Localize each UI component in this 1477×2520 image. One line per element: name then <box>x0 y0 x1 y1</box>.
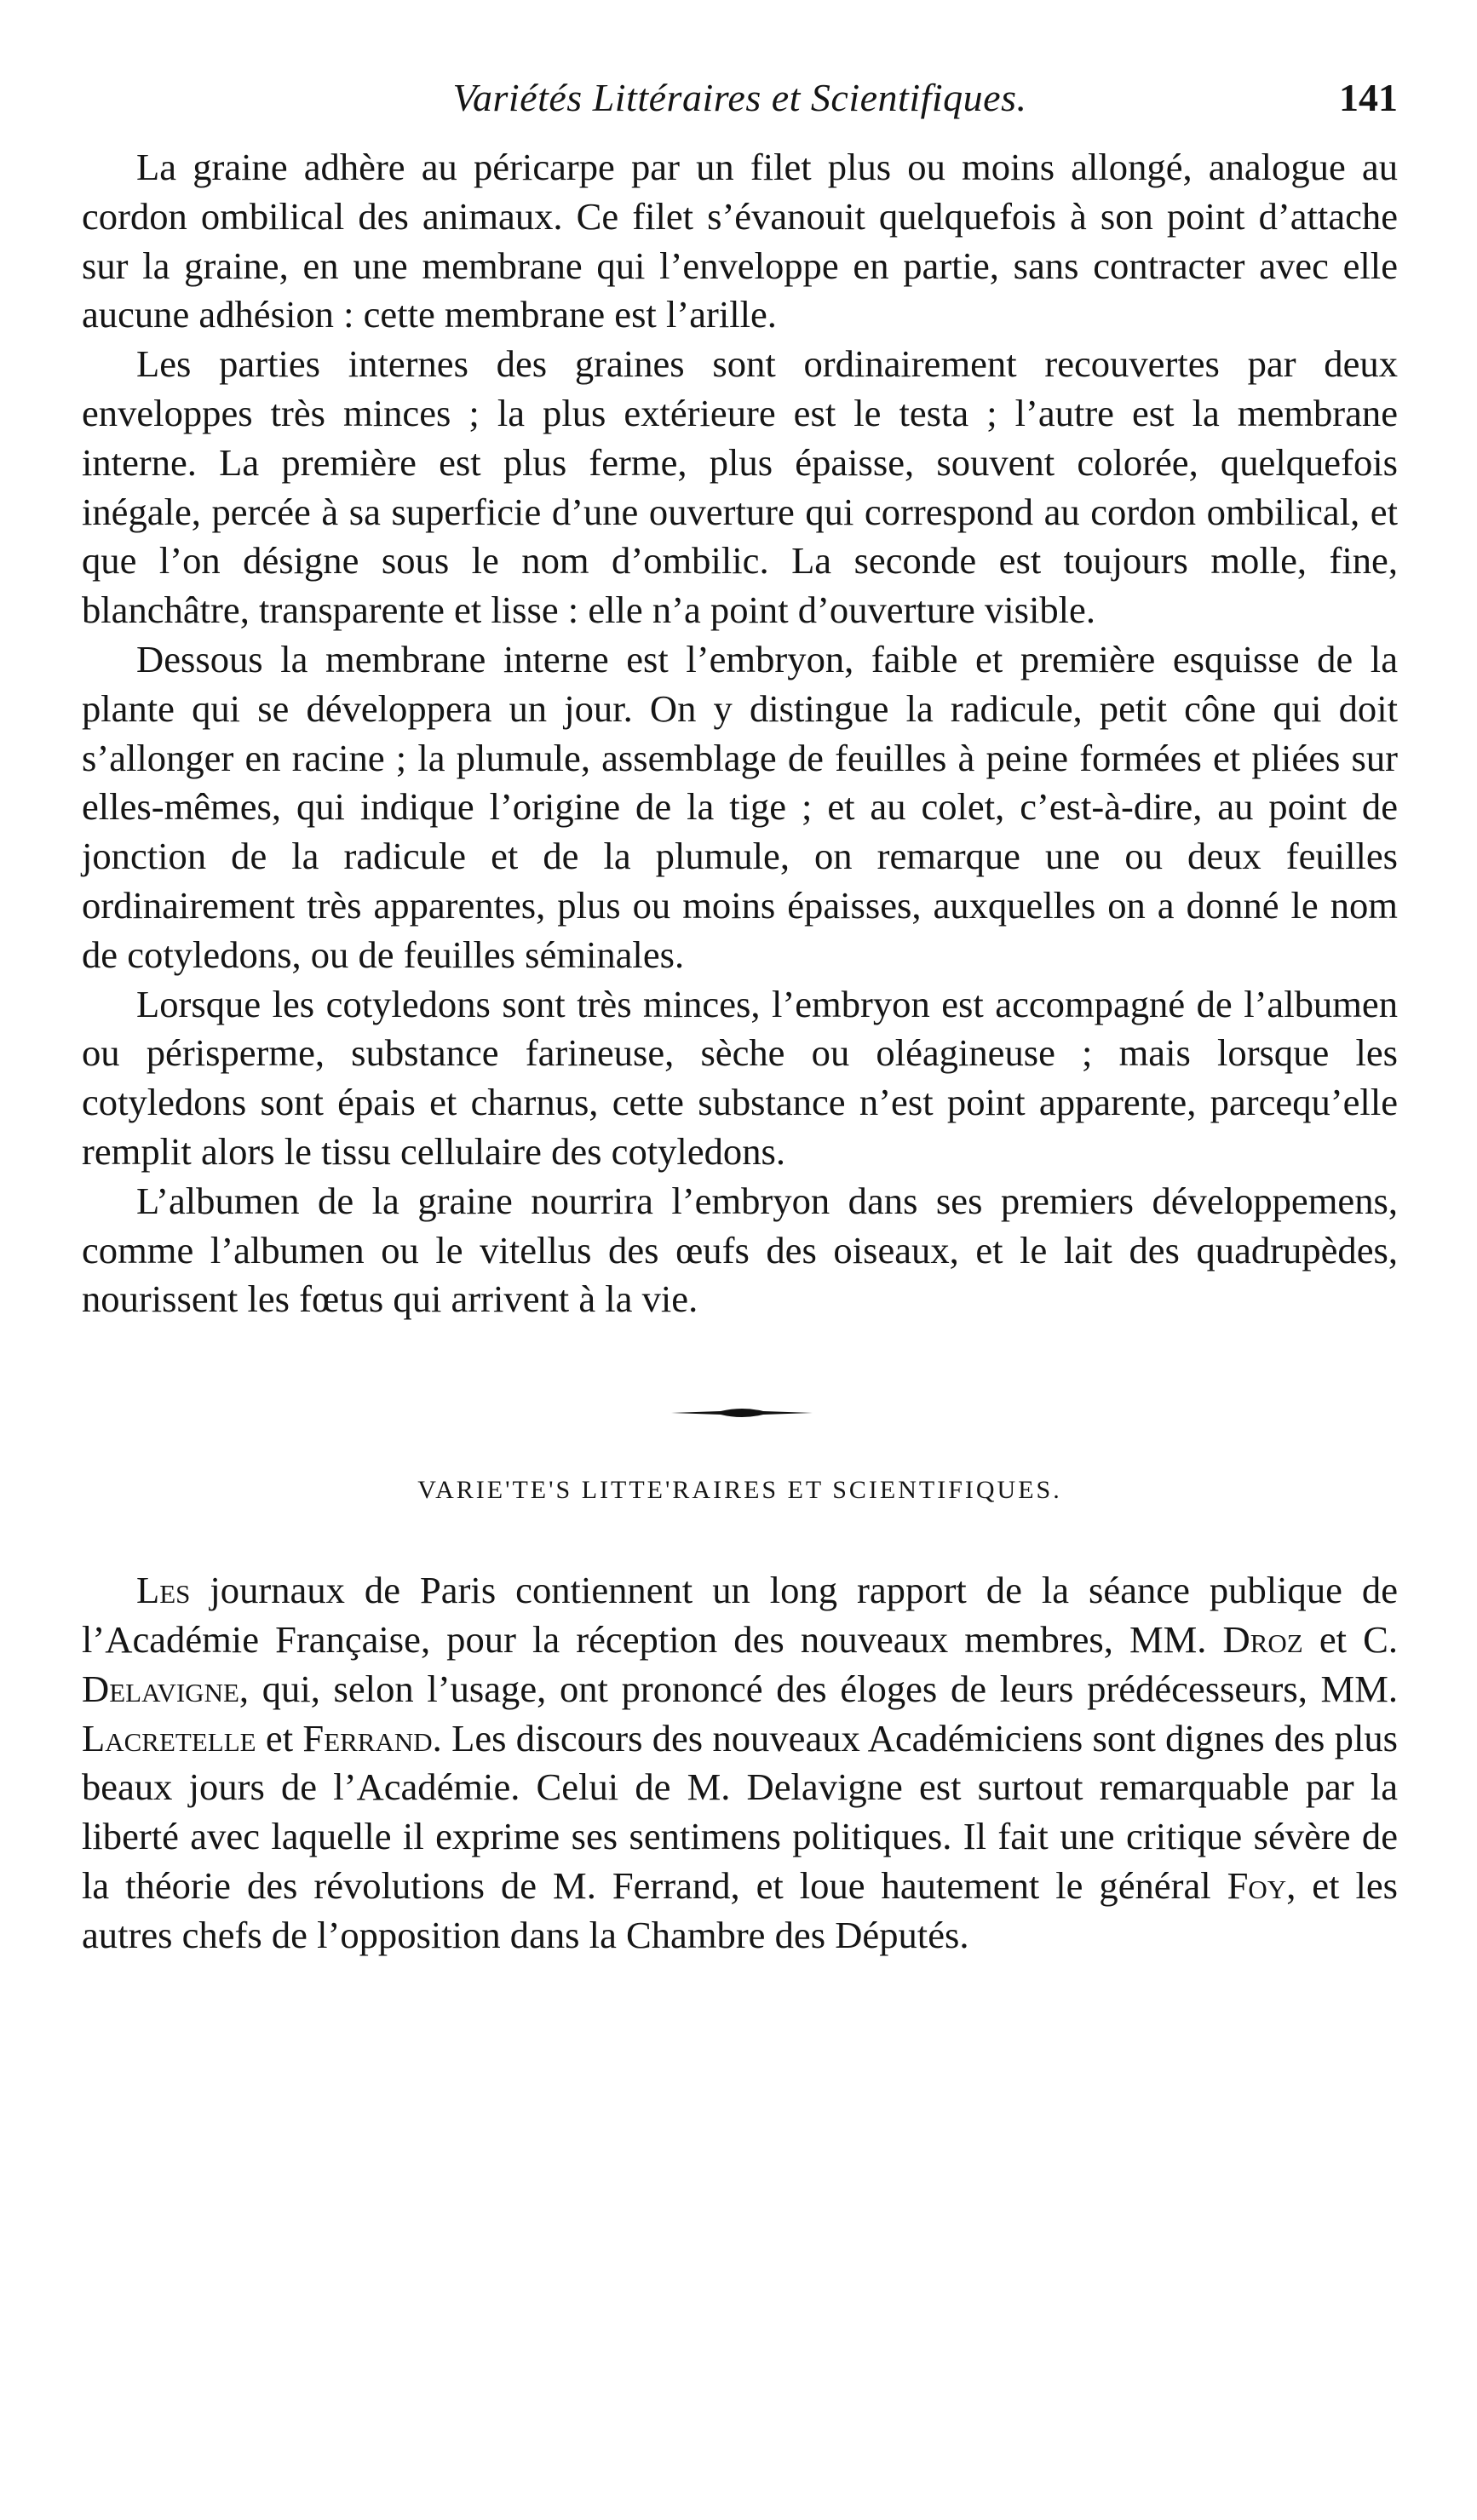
text-run: . Les discours des nouveaux Académiciens sont dignes des plus beaux jours de l’Académie. Celui de M. Delavigne est surtout remarquable par la liberté avec laquelle il exprime ses sentimens politiques. Il fait une critique sévère de la théorie des révolutions de M. Ferrand, et loue hautement le général <box>82 1716 1398 1907</box>
name-foy: Foy <box>1227 1863 1287 1907</box>
name-droz: Droz <box>1222 1617 1303 1661</box>
text-run: journaux de Paris contiennent un long rapport de la séance publique de l’Académie Française, pour la réception des nouveaux membres, MM. <box>82 1569 1398 1661</box>
text-run: , et les autres chefs de l’opposition dans la Chambre des Députés. <box>82 1863 1399 1956</box>
text-run: , qui, selon l’usage, ont prononcé des éloges de leurs prédécesseurs, MM. <box>239 1667 1398 1710</box>
lead-word: Les <box>136 1569 191 1612</box>
name-delavigne: Delavigne <box>82 1667 239 1710</box>
academy-section <box>82 1566 1398 1960</box>
paragraph-albumen: Lorsque les cotyledons sont très minces, l’embryon est accompagné de l’albumen ou périsperme, substance farineuse, sèche ou oléagineuse ; mais lorsque les cotyledons sont épais et charnus, cette substance n’est point apparente, parcequ’elle remplit alors le tissu cellulaire des cotyledons. <box>82 982 1398 1173</box>
text-run: et C. <box>1302 1617 1398 1661</box>
paragraph-nourishment: L’albumen de la graine nourrira l’embryon dans ses premiers développemens, comme l’albumen ou le vitellus des œufs des oiseaux, et le lait des quadrupèdes, nourissent les fœtus qui arrivent à la vie. <box>82 1179 1398 1321</box>
section-divider <box>82 1386 1398 1454</box>
paragraph-embryo: Dessous la membrane interne est l’embryon, faible et première esquisse de la plante qui se développera un jour. On y distingue la radicule, petit cône qui doit s’allonger en racine ; la plumule, assemblage de feuilles à peine formées et pliées sur elles-mêmes, qui indique l’origine de la tige ; et au colet, c’est-à-dire, au point de jonction de la radicule et de la plumule, on remarque une ou deux feuilles ordinairement très apparentes, plus ou moins épaisses, auxquelles on a donné le nom de cotyledons, ou de feuilles séminales. <box>82 637 1398 976</box>
name-lacretelle: Lacretelle <box>82 1716 256 1759</box>
paragraph-academy <box>82 1566 1398 1960</box>
paragraph-funicle: La graine adhère au péricarpe par un filet plus ou moins allongé, analogue au cordon ombilical des animaux. Ce filet s’évanouit quelquefois à son point d’attache sur la graine, en une membrane qui l’enveloppe en partie, sans contracter avec elle aucune adhésion : cette membrane est l’arille. <box>82 146 1398 336</box>
botany-section <box>82 143 1398 1324</box>
name-ferrand: Ferrand <box>302 1716 433 1759</box>
running-header <box>82 75 1398 143</box>
page-content <box>82 75 1398 1960</box>
running-title: Variétés Littéraires et Scientifiques. <box>452 76 1027 119</box>
section-heading: VARIE'TE'S LITTE'RAIRES ET SCIENTIFIQUES. <box>417 1476 1062 1505</box>
text-run: et <box>256 1716 303 1759</box>
ornamental-rule-icon <box>670 1403 814 1423</box>
page-number: 141 <box>1339 76 1398 119</box>
paragraph-seed-coats: Les parties internes des graines sont ordinairement recouvertes par deux enveloppes très minces ; la plus extérieure est le testa ; l’autre est la membrane interne. La première est plus ferme, plus épaisse, souvent colorée, quelquefois inégale, percée à sa superficie d’une ouverture qui correspond au cordon ombilical, et que l’on désigne sous le nom d’ombilic. La seconde est toujours molle, fine, blanchâtre, transparente et lisse : elle n’a point d’ouverture visible. <box>82 342 1398 632</box>
